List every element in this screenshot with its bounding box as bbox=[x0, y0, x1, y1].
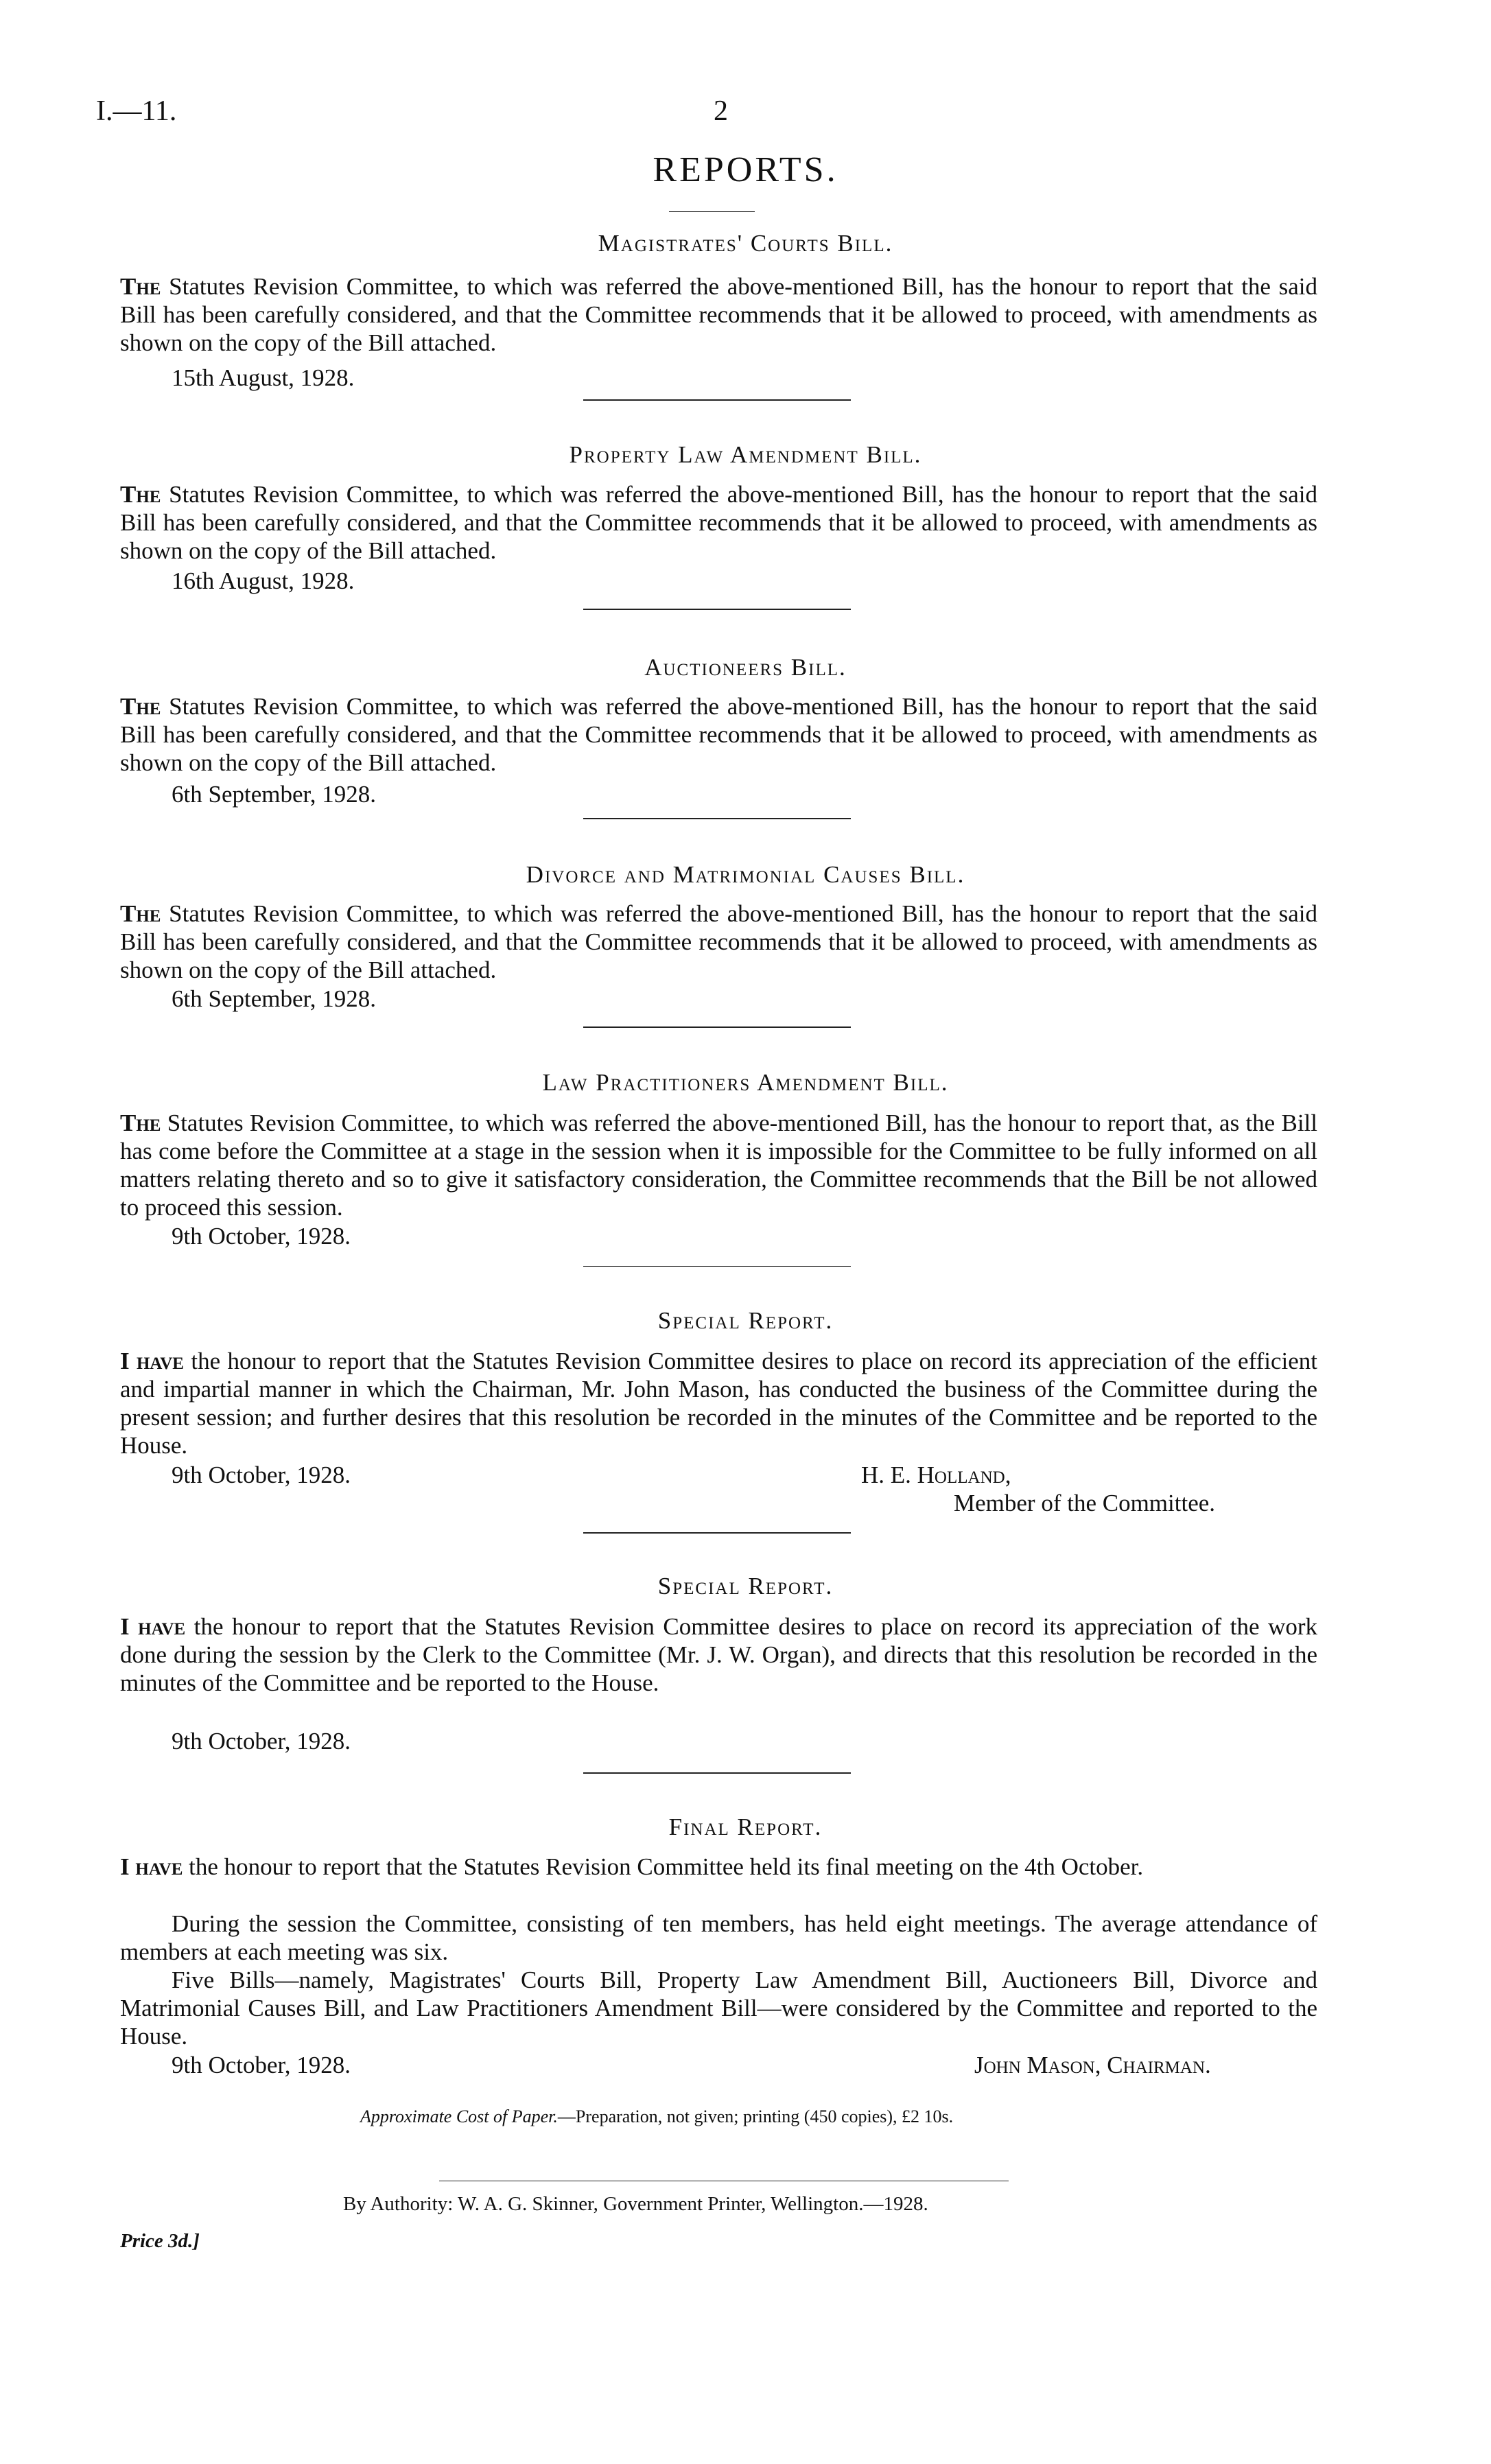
section-rule bbox=[583, 609, 851, 610]
cost-label: Approximate Cost of Paper. bbox=[360, 2107, 558, 2126]
report-body: Statutes Revision Committee, to which was referred the above-mentioned Bill, has the honour to report that the said Bill has been carefully considered, and that the Committee recommends that it be allowed to proceed, with amendments as shown on the copy of the Bill attached. bbox=[120, 481, 1317, 564]
report-lead: I have bbox=[120, 1348, 184, 1374]
report-date: 9th October, 1928. bbox=[172, 1223, 351, 1249]
report-body: Statutes Revision Committee, to which was referred the above-mentioned Bill, has the honour to report that the said Bill has been carefully considered, and that the Committee recommends that it be allowed to proceed, with amendments as shown on the copy of the Bill attached. bbox=[120, 693, 1317, 776]
report-lead: The bbox=[120, 693, 161, 720]
section-rule bbox=[583, 1532, 851, 1534]
chairman-signature: John Mason, Chairman. bbox=[974, 2052, 1211, 2078]
report-lead: I have bbox=[120, 1613, 186, 1640]
title-rule bbox=[669, 211, 755, 212]
signatory-name: H. E. Holland, bbox=[861, 1462, 1011, 1488]
report-date: 6th September, 1928. bbox=[172, 985, 376, 1012]
report-lead: I have bbox=[120, 1853, 183, 1880]
report-date: 9th October, 1928. bbox=[172, 1462, 351, 1488]
report-heading: Special Report. bbox=[657, 1573, 834, 1599]
report-paragraph bbox=[120, 1347, 1317, 1459]
report-body: the honour to report that the Statutes Revision Committee held its final meeting on the 4th October. bbox=[189, 1853, 1144, 1880]
section-rule bbox=[583, 1266, 851, 1267]
section-rule bbox=[583, 399, 851, 401]
report-body: the honour to report that the Statutes Revision Committee desires to place on record its appreciation of the efficient and impartial manner in which the Chairman, Mr. John Mason, has conducted the business of the Committee during the present session; and further desires that this resolution be recorded in the minutes of the Committee and be reported to the House. bbox=[120, 1348, 1317, 1459]
report-lead: The bbox=[120, 1110, 161, 1136]
section-rule bbox=[583, 1772, 851, 1774]
printer-authority: By Authority: W. A. G. Skinner, Government Printer, Wellington.—1928. bbox=[343, 2193, 928, 2215]
report-date: 15th August, 1928. bbox=[172, 364, 355, 391]
report-heading: Law Practitioners Amendment Bill. bbox=[542, 1069, 949, 1096]
section-rule bbox=[583, 818, 851, 819]
report-body: the honour to report that the Statutes Revision Committee desires to place on record its appreciation of the work done during the session by the Clerk to the Committee (Mr. J. W. Organ), and directs that this resolution be recorded in the minutes of the Committee and be reported to the House. bbox=[120, 1613, 1317, 1696]
report-date: 9th October, 1928. bbox=[172, 2052, 351, 2078]
page-title: REPORTS. bbox=[653, 150, 838, 189]
report-body: Statutes Revision Committee, to which was referred the above-mentioned Bill, has the honour to report that, as the Bill has come before the Committee at a stage in the session when it is impossible for the Committee to be fully informed on all matters relating thereto and so to give it satisfactory consideration, the Committee recommends that the Bill be not allowed to proceed this session. bbox=[120, 1110, 1317, 1221]
report-paragraph bbox=[120, 272, 1317, 357]
report-paragraph bbox=[120, 1109, 1317, 1221]
report-heading: Final Report. bbox=[668, 1814, 823, 1840]
cost-text: —Preparation, not given; printing (450 copies), £2 10s. bbox=[557, 2107, 954, 2126]
report-paragraph bbox=[120, 692, 1317, 777]
report-lead: The bbox=[120, 273, 161, 300]
report-paragraph bbox=[120, 480, 1317, 565]
section-rule bbox=[583, 1026, 851, 1028]
report-body: Statutes Revision Committee, to which was referred the above-mentioned Bill, has the honour to report that the said Bill has been carefully considered, and that the Committee recommends that it be allowed to proceed, with amendments as shown on the copy of the Bill attached. bbox=[120, 900, 1317, 983]
cost-note bbox=[360, 2107, 953, 2127]
report-heading: Divorce and Matrimonial Causes Bill. bbox=[526, 861, 965, 888]
final-report-paragraph-2: During the session the Committee, consisting of ten members, has held eight meetings. The average attendance of members at each meeting was six. bbox=[120, 1910, 1317, 1965]
report-paragraph bbox=[120, 900, 1317, 984]
doc-reference: I.—11. bbox=[96, 95, 177, 127]
report-date: 16th August, 1928. bbox=[172, 567, 355, 594]
signatory-role: Member of the Committee. bbox=[954, 1490, 1216, 1516]
report-heading: Auctioneers Bill. bbox=[644, 654, 847, 681]
final-report-paragraph-1 bbox=[120, 1853, 1317, 1881]
report-heading: Property Law Amendment Bill. bbox=[569, 441, 922, 468]
report-paragraph bbox=[120, 1612, 1317, 1697]
report-body: Statutes Revision Committee, to which was referred the above-mentioned Bill, has the honour to report that the said Bill has been carefully considered, and that the Committee recommends that it be allowed to proceed, with amendments as shown on the copy of the Bill attached. bbox=[120, 273, 1317, 356]
final-report-paragraph-3: Five Bills—namely, Magistrates' Courts Bill, Property Law Amendment Bill, Auctioneers Bill, Divorce and Matrimonial Causes Bill, and Law Practitioners Amendment Bill—were considered by the Committee and reported to the House. bbox=[120, 1967, 1317, 2050]
report-heading: Special Report. bbox=[657, 1307, 834, 1334]
report-heading: Magistrates' Courts Bill. bbox=[598, 230, 893, 257]
report-lead: The bbox=[120, 900, 161, 927]
price: Price 3d.] bbox=[120, 2230, 200, 2252]
report-date: 9th October, 1928. bbox=[172, 1728, 351, 1755]
page-number: 2 bbox=[714, 95, 728, 127]
report-date: 6th September, 1928. bbox=[172, 781, 376, 808]
report-lead: The bbox=[120, 481, 161, 508]
